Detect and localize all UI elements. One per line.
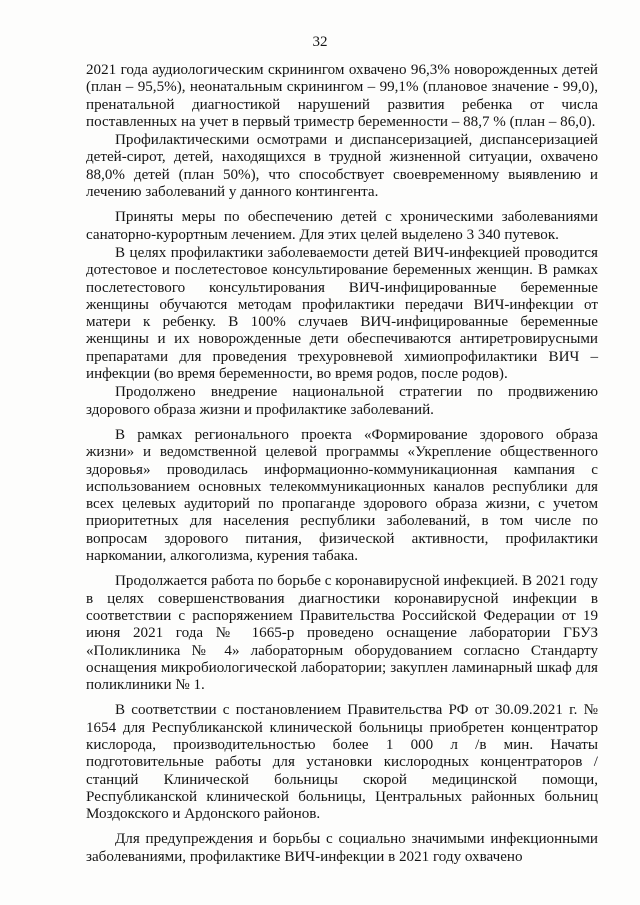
paragraph-national-strategy: Продолжено внедрение национальной стратегии по продвижению здорового образа жизни и профилактике заболеваний.: [86, 384, 598, 418]
paragraph-regional-project: В рамках регионального проекта «Формирование здорового образа жизни» и ведомственной целевой программы «Укрепление общественного здоровья» проводилась информационно-коммуникационная кампания с использованием основных телекоммуникационных каналов республики для всех целевых аудиторий по пропаганде здорового образа жизни, с учетом приоритетных для населения республики заболеваний, в том числе по вопросам здорового питания, физической активности, профилактики наркомании, алкоголизма, курения табака.: [86, 426, 598, 565]
paragraph-sanatorium-treatment: Приняты меры по обеспечению детей с хроническими заболеваниями санаторно-курортным лечением. Для этих целей выделено 3 340 путевок.: [86, 209, 598, 243]
paragraph-oxygen-concentrators: В соответствии с постановлением Правительства РФ от 30.09.2021 г. № 1654 для Республиканской клинической больницы приобретен концентратор кислорода, производительностью более 1 000 л /в мин. Начаты подготовительные работы для установки кислородных концентраторов / станций Клинической больницы скорой медицинской помощи, Республиканской клинической больницы, Центральных районных больниц Моздокского и Ардонского районов.: [86, 702, 598, 823]
paragraph-hiv-prevention-children: В целях профилактики заболеваемости детей ВИЧ-инфекцией проводится дотестовое и послетестовое консультирование беременных женщин. В рамках послетестового консультирования ВИЧ-инфицированные беременные женщины обучаются методам профилактики передачи ВИЧ-инфекции от матери к ребенку. В 100% случаев ВИЧ-инфицированные беременные женщины и их новорожденные дети обеспечиваются антиретровирусными препаратами для проведения трехуровневой химиопрофилактики ВИЧ – инфекции (во время беременности, во время родов, после родов).: [86, 244, 598, 383]
document-body: [86, 62, 598, 866]
paragraph-preventive-exams: Профилактическими осмотрами и диспансеризацией, диспансеризацией детей-сирот, детей, находящихся в трудной жизненной ситуации, охвачено 88,0% детей (план 50%), что способствует своевременному выявлению и лечению заболеваний у данного контингента.: [86, 132, 598, 201]
paragraph-infectious-diseases: Для предупреждения и борьбы с социально значимыми инфекционными заболеваниями, профилактике ВИЧ-инфекции в 2021 году охвачено: [86, 831, 598, 865]
page-number: 32: [312, 34, 328, 50]
paragraph-coronavirus: Продолжается работа по борьбе с коронавирусной инфекцией. В 2021 году в целях совершенствования диагностики коронавирусной инфекции в соответствии с распоряжением Правительства Российской Федерации от 19 июня 2021 года № 1665-р проведено оснащение лаборатории ГБУЗ «Поликлиника № 4» лабораторным оборудованием согласно Стандарту оснащения микробиологической лаборатории; закуплен ламинарный шкаф для поликлиники № 1.: [86, 573, 598, 694]
paragraph-continuation: 2021 года аудиологическим скринингом охвачено 96,3% новорожденных детей (план – 95,5%), неонатальным скринингом – 99,1% (плановое значение - 99,0), пренатальной диагностикой нарушений развития ребенка от числа поставленных на учет в первый триместр беременности – 88,7 % (план – 86,0).: [86, 62, 598, 130]
